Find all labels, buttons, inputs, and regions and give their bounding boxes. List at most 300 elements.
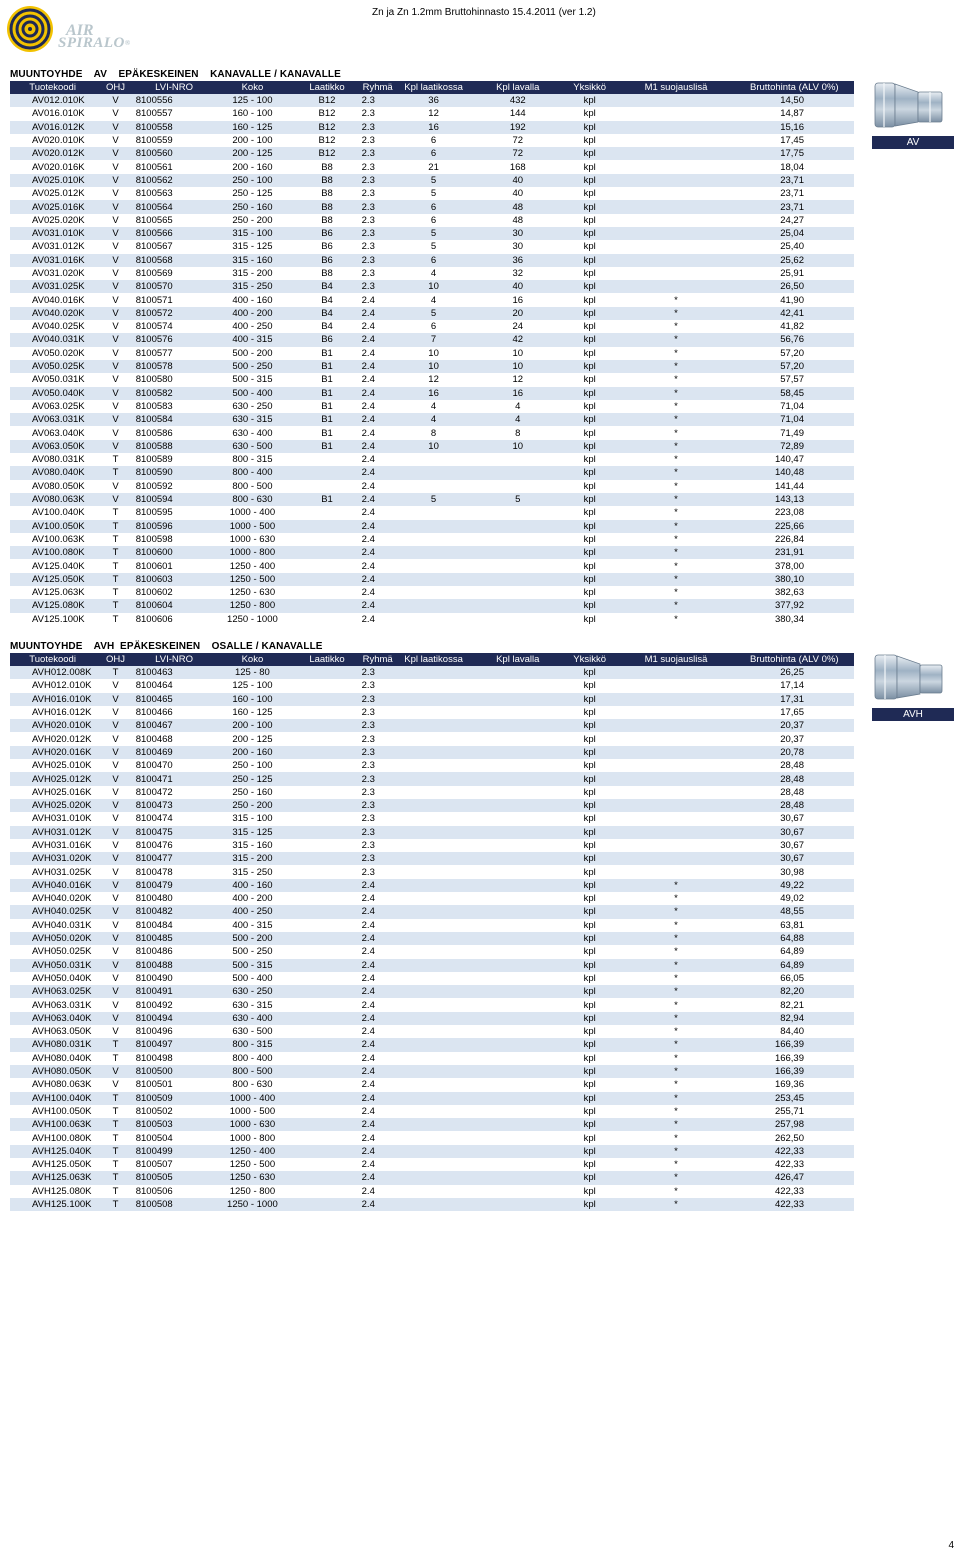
table-body	[10, 94, 854, 626]
cell-box: B12	[292, 94, 361, 107]
cell-ohj: T	[95, 1198, 135, 1211]
cell-unit: kpl	[562, 1078, 617, 1091]
cell-unit: kpl	[562, 320, 617, 333]
cell-unit: kpl	[562, 240, 617, 253]
cell-gross-price: 17,14	[735, 679, 854, 692]
cell-qty-per-pallet	[474, 1158, 562, 1171]
cell-box	[292, 453, 361, 466]
cell-qty-per-pallet	[474, 1105, 562, 1118]
cell-size: 500 - 200	[212, 932, 292, 945]
table-row	[10, 373, 854, 386]
cell-gross-price: 30,98	[735, 865, 854, 878]
cell-ohj: V	[95, 826, 135, 839]
cell-gross-price: 23,71	[735, 174, 854, 187]
cell-size: 1000 - 400	[212, 506, 292, 519]
cell-product-code: AV100.040K	[10, 506, 95, 519]
cell-ohj: V	[95, 919, 135, 932]
cell-box	[292, 746, 361, 759]
cell-product-code: AV016.012K	[10, 121, 95, 134]
cell-qty-per-box	[394, 945, 474, 958]
cell-gross-price: 30,67	[735, 826, 854, 839]
cell-box: B12	[292, 134, 361, 147]
cell-size: 315 - 200	[212, 267, 292, 280]
cell-ohj: T	[95, 546, 135, 559]
cell-m1-surcharge	[617, 786, 734, 799]
cell-lvi-nro: 8100498	[136, 1052, 213, 1065]
cell-product-code: AVH080.031K	[10, 1038, 95, 1051]
cell-lvi-nro: 8100594	[136, 493, 213, 506]
cell-qty-per-pallet: 5	[474, 493, 562, 506]
column-header-ohj: OHJ	[95, 81, 135, 94]
cell-lvi-nro: 8100470	[136, 759, 213, 772]
cell-group: 2.3	[362, 187, 394, 200]
cell-unit: kpl	[562, 706, 617, 719]
cell-gross-price: 56,76	[735, 333, 854, 346]
cell-group: 2.3	[362, 839, 394, 852]
table-row	[10, 812, 854, 825]
cell-product-code: AVH031.012K	[10, 826, 95, 839]
cell-qty-per-pallet	[474, 1052, 562, 1065]
cell-m1-surcharge	[617, 94, 734, 107]
table-row	[10, 280, 854, 293]
column-header-size: Koko	[212, 653, 292, 666]
cell-product-code: AVH125.050K	[10, 1158, 95, 1171]
column-header-group: Ryhmä	[362, 82, 393, 93]
cell-product-code: AV031.016K	[10, 254, 95, 267]
cell-size: 630 - 250	[212, 400, 292, 413]
cell-qty-per-box	[394, 759, 474, 772]
cell-gross-price: 25,91	[735, 267, 854, 280]
table-body	[10, 666, 854, 1211]
cell-lvi-nro: 8100572	[136, 307, 213, 320]
cell-lvi-nro: 8100509	[136, 1092, 213, 1105]
cell-group: 2.4	[362, 1078, 394, 1091]
cell-qty-per-box	[394, 852, 474, 865]
cell-product-code: AV040.031K	[10, 333, 95, 346]
cell-size: 800 - 500	[212, 1065, 292, 1078]
cell-gross-price: 30,67	[735, 852, 854, 865]
cell-size: 1000 - 630	[212, 533, 292, 546]
table-row	[10, 559, 854, 572]
cell-product-code: AVH016.012K	[10, 706, 95, 719]
cell-gross-price: 58,45	[735, 387, 854, 400]
cell-unit: kpl	[562, 413, 617, 426]
cell-unit: kpl	[562, 254, 617, 267]
cell-size: 160 - 100	[212, 107, 292, 120]
cell-qty-per-pallet: 72	[474, 134, 562, 147]
cell-unit: kpl	[562, 333, 617, 346]
cell-m1-surcharge	[617, 107, 734, 120]
cell-m1-surcharge: *	[617, 599, 734, 612]
cell-product-code: AVH100.040K	[10, 1092, 95, 1105]
cell-size: 200 - 125	[212, 147, 292, 160]
table-row	[10, 852, 854, 865]
cell-product-code: AVH040.025K	[10, 905, 95, 918]
table-row	[10, 1131, 854, 1144]
cell-qty-per-pallet	[474, 1078, 562, 1091]
cell-lvi-nro: 8100589	[136, 453, 213, 466]
cell-box: B1	[292, 387, 361, 400]
cell-m1-surcharge	[617, 852, 734, 865]
cell-lvi-nro: 8100602	[136, 586, 213, 599]
cell-lvi-nro: 8100490	[136, 972, 213, 985]
cell-lvi-nro: 8100574	[136, 320, 213, 333]
cell-unit: kpl	[562, 1052, 617, 1065]
table-row	[10, 1078, 854, 1091]
section-av	[10, 68, 854, 626]
cell-product-code: AVH050.031K	[10, 959, 95, 972]
cell-product-code: AV031.010K	[10, 227, 95, 240]
cell-unit: kpl	[562, 586, 617, 599]
reducer-av-icon	[874, 80, 944, 132]
cell-qty-per-box	[394, 1092, 474, 1105]
cell-qty-per-pallet	[474, 1171, 562, 1184]
cell-lvi-nro: 8100560	[136, 147, 213, 160]
cell-group: 2.3	[362, 706, 394, 719]
cell-gross-price: 42,41	[735, 307, 854, 320]
cell-ohj: V	[95, 440, 135, 453]
cell-size: 400 - 315	[212, 919, 292, 932]
cell-size: 1250 - 630	[212, 586, 292, 599]
table-row	[10, 466, 854, 479]
cell-m1-surcharge: *	[617, 1118, 734, 1131]
cell-gross-price: 223,08	[735, 506, 854, 519]
cell-unit: kpl	[562, 400, 617, 413]
cell-ohj: V	[95, 719, 135, 732]
cell-qty-per-pallet: 432	[474, 94, 562, 107]
cell-unit: kpl	[562, 985, 617, 998]
cell-group: 2.4	[362, 959, 394, 972]
table-row	[10, 387, 854, 400]
cell-gross-price: 57,57	[735, 373, 854, 386]
cell-box	[292, 1105, 361, 1118]
table-row	[10, 746, 854, 759]
cell-size: 1000 - 400	[212, 1092, 292, 1105]
cell-qty-per-box	[394, 706, 474, 719]
cell-lvi-nro: 8100488	[136, 959, 213, 972]
cell-qty-per-box: 16	[394, 387, 474, 400]
cell-lvi-nro: 8100508	[136, 1198, 213, 1211]
cell-gross-price: 15,16	[735, 121, 854, 134]
cell-size: 400 - 250	[212, 320, 292, 333]
cell-qty-per-pallet	[474, 985, 562, 998]
table-row	[10, 320, 854, 333]
cell-size: 400 - 200	[212, 892, 292, 905]
table-row	[10, 174, 854, 187]
cell-group: 2.4	[362, 440, 394, 453]
cell-qty-per-box	[394, 1052, 474, 1065]
cell-product-code: AVH020.016K	[10, 746, 95, 759]
cell-lvi-nro: 8100485	[136, 932, 213, 945]
cell-m1-surcharge: *	[617, 1198, 734, 1211]
product-label-av: AV	[872, 136, 954, 149]
cell-product-code: AV080.031K	[10, 453, 95, 466]
cell-box	[292, 759, 361, 772]
cell-qty-per-pallet: 12	[474, 373, 562, 386]
cell-qty-per-pallet	[474, 879, 562, 892]
cell-lvi-nro: 8100570	[136, 280, 213, 293]
cell-lvi-nro: 8100557	[136, 107, 213, 120]
cell-qty-per-pallet	[474, 852, 562, 865]
cell-m1-surcharge: *	[617, 426, 734, 439]
cell-product-code: AV050.020K	[10, 347, 95, 360]
cell-qty-per-box: 10	[394, 347, 474, 360]
cell-box	[292, 786, 361, 799]
cell-lvi-nro: 8100503	[136, 1118, 213, 1131]
cell-gross-price: 26,25	[735, 666, 854, 679]
cell-product-code: AVH020.010K	[10, 719, 95, 732]
cell-lvi-nro: 8100598	[136, 533, 213, 546]
cell-group: 2.4	[362, 879, 394, 892]
cell-unit: kpl	[562, 426, 617, 439]
table-row	[10, 1065, 854, 1078]
cell-unit: kpl	[562, 945, 617, 958]
cell-qty-per-pallet	[474, 693, 562, 706]
table-row	[10, 347, 854, 360]
cell-gross-price: 66,05	[735, 972, 854, 985]
cell-m1-surcharge: *	[617, 293, 734, 306]
cell-ohj: V	[95, 972, 135, 985]
cell-group: 2.4	[362, 546, 394, 559]
cell-qty-per-box	[394, 799, 474, 812]
cell-qty-per-box	[394, 985, 474, 998]
cell-product-code: AVH040.016K	[10, 879, 95, 892]
cell-unit: kpl	[562, 959, 617, 972]
cell-lvi-nro: 8100596	[136, 520, 213, 533]
cell-box: B4	[292, 307, 361, 320]
document-title: Zn ja Zn 1.2mm Bruttohinnasto 15.4.2011 (ver 1.2)	[372, 7, 596, 18]
cell-qty-per-pallet	[474, 932, 562, 945]
cell-gross-price: 20,37	[735, 732, 854, 745]
cell-size: 630 - 315	[212, 413, 292, 426]
cell-product-code: AV012.010K	[10, 94, 95, 107]
cell-m1-surcharge: *	[617, 493, 734, 506]
cell-m1-surcharge: *	[617, 1052, 734, 1065]
cell-qty-per-box	[394, 559, 474, 572]
cell-qty-per-box	[394, 998, 474, 1011]
cell-m1-surcharge: *	[617, 400, 734, 413]
cell-ohj: T	[95, 1145, 135, 1158]
cell-qty-per-box	[394, 919, 474, 932]
cell-ohj: V	[95, 945, 135, 958]
cell-product-code: AV125.040K	[10, 559, 95, 572]
cell-ohj: V	[95, 307, 135, 320]
cell-unit: kpl	[562, 865, 617, 878]
cell-box: B8	[292, 174, 361, 187]
cell-product-code: AVH025.012K	[10, 772, 95, 785]
cell-group: 2.3	[362, 732, 394, 745]
cell-qty-per-box: 12	[394, 107, 474, 120]
cell-size: 160 - 125	[212, 121, 292, 134]
cell-lvi-nro: 8100571	[136, 293, 213, 306]
cell-m1-surcharge: *	[617, 879, 734, 892]
column-header-ohj: OHJ	[95, 653, 135, 666]
cell-unit: kpl	[562, 1012, 617, 1025]
cell-gross-price: 64,89	[735, 959, 854, 972]
table-row	[10, 1158, 854, 1171]
table-row	[10, 719, 854, 732]
cell-lvi-nro: 8100468	[136, 732, 213, 745]
cell-product-code: AVH012.010K	[10, 679, 95, 692]
cell-qty-per-box	[394, 786, 474, 799]
cell-size: 160 - 125	[212, 706, 292, 719]
cell-size: 630 - 400	[212, 1012, 292, 1025]
cell-unit: kpl	[562, 121, 617, 134]
cell-ohj: V	[95, 839, 135, 852]
cell-qty-per-pallet	[474, 892, 562, 905]
cell-ohj: V	[95, 373, 135, 386]
cell-gross-price: 41,90	[735, 293, 854, 306]
cell-box	[292, 1158, 361, 1171]
cell-box	[292, 732, 361, 745]
cell-m1-surcharge	[617, 812, 734, 825]
table-row	[10, 480, 854, 493]
cell-qty-per-pallet	[474, 905, 562, 918]
cell-gross-price: 140,48	[735, 466, 854, 479]
table-row	[10, 533, 854, 546]
cell-group: 2.4	[362, 426, 394, 439]
cell-unit: kpl	[562, 293, 617, 306]
cell-ohj: V	[95, 959, 135, 972]
cell-qty-per-pallet	[474, 666, 562, 679]
cell-unit: kpl	[562, 94, 617, 107]
cell-unit: kpl	[562, 533, 617, 546]
cell-lvi-nro: 8100473	[136, 799, 213, 812]
cell-ohj: T	[95, 1158, 135, 1171]
cell-qty-per-pallet	[474, 732, 562, 745]
cell-ohj: T	[95, 559, 135, 572]
cell-size: 200 - 100	[212, 719, 292, 732]
cell-gross-price: 378,00	[735, 559, 854, 572]
cell-unit: kpl	[562, 799, 617, 812]
cell-qty-per-box	[394, 573, 474, 586]
cell-group: 2.4	[362, 1131, 394, 1144]
cell-ohj: V	[95, 812, 135, 825]
cell-product-code: AV125.100K	[10, 613, 95, 626]
cell-qty-per-box: 36	[394, 94, 474, 107]
cell-size: 315 - 100	[212, 227, 292, 240]
cell-box: B1	[292, 373, 361, 386]
cell-qty-per-box	[394, 1012, 474, 1025]
cell-group: 2.3	[362, 174, 394, 187]
cell-lvi-nro: 8100486	[136, 945, 213, 958]
table-row	[10, 400, 854, 413]
cell-product-code: AVH080.063K	[10, 1078, 95, 1091]
cell-gross-price: 28,48	[735, 799, 854, 812]
cell-m1-surcharge: *	[617, 506, 734, 519]
table-row	[10, 1118, 854, 1131]
cell-ohj: T	[95, 1131, 135, 1144]
cell-group: 2.3	[362, 134, 394, 147]
cell-group: 2.3	[362, 719, 394, 732]
table-row	[10, 706, 854, 719]
cell-product-code: AV080.050K	[10, 480, 95, 493]
cell-ohj: V	[95, 786, 135, 799]
cell-qty-per-pallet	[474, 772, 562, 785]
cell-group: 2.3	[362, 852, 394, 865]
cell-ohj: T	[95, 1038, 135, 1051]
cell-qty-per-pallet	[474, 839, 562, 852]
cell-box	[292, 998, 361, 1011]
cell-qty-per-pallet: 4	[474, 400, 562, 413]
cell-ohj: V	[95, 121, 135, 134]
cell-lvi-nro: 8100469	[136, 746, 213, 759]
cell-lvi-nro: 8100569	[136, 267, 213, 280]
cell-m1-surcharge: *	[617, 307, 734, 320]
cell-ohj: V	[95, 333, 135, 346]
cell-size: 630 - 250	[212, 985, 292, 998]
cell-size: 800 - 315	[212, 453, 292, 466]
table-row	[10, 1105, 854, 1118]
cell-group: 2.3	[362, 826, 394, 839]
cell-group: 2.4	[362, 892, 394, 905]
cell-product-code: AVH031.025K	[10, 865, 95, 878]
cell-qty-per-pallet	[474, 1025, 562, 1038]
cell-unit: kpl	[562, 1065, 617, 1078]
cell-group: 2.4	[362, 998, 394, 1011]
cell-qty-per-pallet	[474, 812, 562, 825]
cell-size: 315 - 160	[212, 839, 292, 852]
cell-lvi-nro: 8100592	[136, 480, 213, 493]
cell-product-code: AV016.010K	[10, 107, 95, 120]
cell-m1-surcharge: *	[617, 1038, 734, 1051]
table-row	[10, 360, 854, 373]
price-table-av	[10, 81, 854, 626]
cell-size: 250 - 125	[212, 187, 292, 200]
cell-box	[292, 613, 361, 626]
cell-product-code: AVH040.020K	[10, 892, 95, 905]
cell-qty-per-pallet: 48	[474, 200, 562, 213]
cell-size: 400 - 315	[212, 333, 292, 346]
cell-m1-surcharge: *	[617, 440, 734, 453]
cell-unit: kpl	[562, 280, 617, 293]
cell-ohj: V	[95, 400, 135, 413]
cell-box	[292, 679, 361, 692]
cell-lvi-nro: 8100604	[136, 599, 213, 612]
cell-size: 125 - 100	[212, 679, 292, 692]
cell-group: 2.4	[362, 293, 394, 306]
cell-qty-per-box	[394, 1185, 474, 1198]
cell-qty-per-pallet	[474, 586, 562, 599]
spiral-logo-icon	[4, 5, 64, 53]
cell-m1-surcharge: *	[617, 1012, 734, 1025]
cell-size: 1250 - 1000	[212, 1198, 292, 1211]
cell-size: 800 - 630	[212, 493, 292, 506]
cell-qty-per-pallet	[474, 679, 562, 692]
cell-size: 125 - 80	[212, 666, 292, 679]
section-title: MUUNTOYHDE AVH EPÄKESKEINEN OSALLE / KANAVALLE	[10, 641, 323, 652]
cell-group: 2.4	[362, 307, 394, 320]
cell-lvi-nro: 8100477	[136, 852, 213, 865]
cell-size: 1000 - 800	[212, 546, 292, 559]
cell-group: 2.3	[362, 865, 394, 878]
cell-box	[292, 839, 361, 852]
cell-gross-price: 26,50	[735, 280, 854, 293]
cell-qty-per-box	[394, 959, 474, 972]
cell-box: B1	[292, 347, 361, 360]
cell-ohj: V	[95, 413, 135, 426]
cell-size: 315 - 250	[212, 280, 292, 293]
cell-group: 2.4	[362, 613, 394, 626]
cell-product-code: AV025.010K	[10, 174, 95, 187]
cell-qty-per-pallet	[474, 1185, 562, 1198]
cell-box: B4	[292, 293, 361, 306]
cell-gross-price: 63,81	[735, 919, 854, 932]
cell-unit: kpl	[562, 147, 617, 160]
cell-qty-per-pallet	[474, 919, 562, 932]
cell-box	[292, 573, 361, 586]
cell-group: 2.4	[362, 985, 394, 998]
